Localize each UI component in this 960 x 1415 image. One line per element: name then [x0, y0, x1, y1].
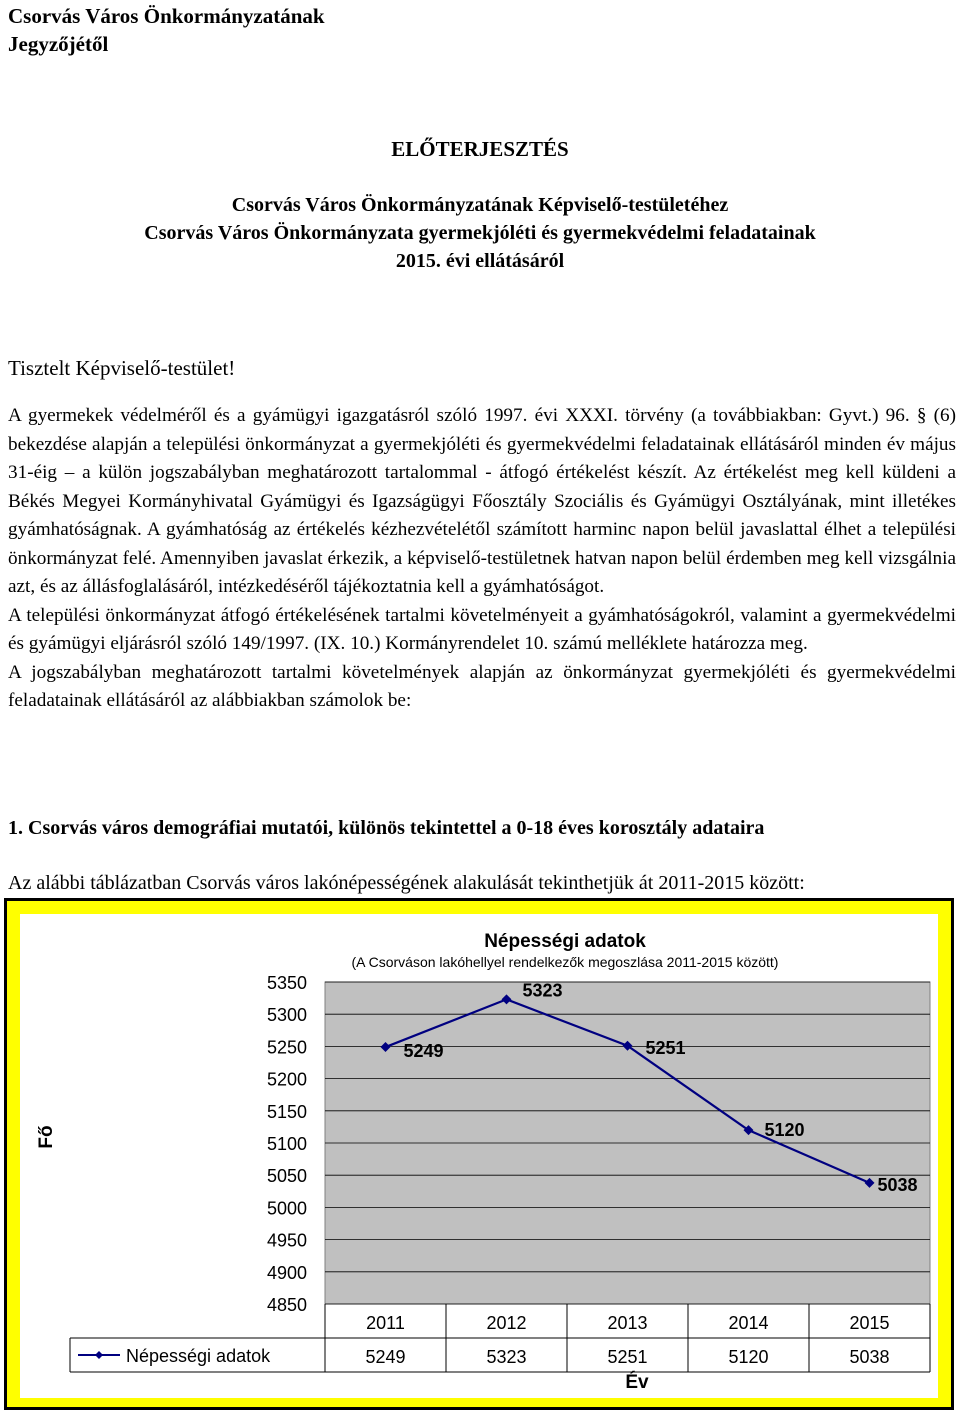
- x-tick-label: 2011: [366, 1313, 405, 1333]
- legend-label: Népességi adatok: [126, 1346, 271, 1366]
- paragraph-2: A települési önkormányzat átfogó értékelésének tartalmi követelményeit a gyámhatóságokról, valamint a gyermekvédelmi és gyámügyi eljárásról szóló 149/1997. (IX. 10.) Kormányrendelet 10. számú melléklete határozza meg.: [8, 604, 956, 654]
- y-tick-label: 4850: [266, 1295, 307, 1315]
- salutation: Tisztelt Képviselő-testület!: [8, 356, 236, 380]
- table-value: 5323: [486, 1347, 527, 1367]
- data-label: 5038: [877, 1174, 918, 1195]
- y-tick-label: 5350: [266, 973, 307, 993]
- paragraph-1: A gyermekek védelméről és a gyámügyi igazgatásról szóló 1997. évi XXXI. törvény (a továbbiakban: Gyvt.) 96. § (6) bekezdése alapján a települési önkormányzat a gyermekjóléti és gyermekvédelmi feladatainak ellátásáról minden év május 31-éig – a külön jogszabályban meghatározott tartalommal - átfogó értékelést készít. Az értékelést meg kell küldeni a Békés Megyei Kormányhivatal Gyámügyi és Igazságügyi Főosztály Szociális és Gyámügyi Osztályának, mint illetékes gyámhatóságnak. A gyámhatóság az értékelés kézhezvételétől számított harminc napon belül javaslattal élhet a települési önkormányzat felé. Amennyiben javaslat érkezik, a képviselő-testületnek hatvan napon belül érdemben meg kell vizsgálnia azt, és az állásfoglalásáról, intézkedéséről tájékoztatnia kell a gyámhatóságot.: [8, 405, 956, 597]
- y-tick-label: 5050: [266, 1166, 307, 1187]
- subtitle-line-3: 2015. évi ellátásáról: [395, 250, 565, 272]
- y-tick-label: 5100: [266, 1134, 307, 1154]
- table-value: 5120: [728, 1347, 769, 1367]
- chart-title: Népességi adatok: [484, 931, 646, 952]
- body-text: [8, 402, 956, 716]
- chart-frame: [4, 898, 954, 1410]
- data-label: 5323: [522, 980, 563, 1001]
- sender-line-1: Csorvás Város Önkormányzatának: [8, 4, 325, 28]
- table-value: 5038: [849, 1347, 890, 1367]
- population-chart: [20, 914, 938, 1398]
- sender-block: [8, 2, 325, 58]
- y-tick-label: 5150: [266, 1101, 307, 1122]
- table-value: 5251: [607, 1347, 648, 1367]
- sender-line-2: Jegyzőjétől: [8, 32, 109, 56]
- x-tick-label: 2012: [486, 1313, 527, 1333]
- y-axis-title: Fő: [36, 1125, 57, 1149]
- x-axis-title: Év: [625, 1372, 649, 1393]
- chart-area: [20, 914, 938, 1398]
- chart-subtitle: (A Csorváson lakóhellyel rendelkezők megoszlása 2011-2015 között): [351, 954, 779, 970]
- x-tick-label: 2014: [728, 1313, 769, 1333]
- subtitle-line-2: Csorvás Város Önkormányzata gyermekjóléti és gyermekvédelmi feladatainak: [144, 222, 816, 244]
- y-tick-label: 5250: [266, 1037, 307, 1058]
- x-tick-label: 2015: [849, 1313, 890, 1333]
- x-tick-label: 2013: [607, 1313, 648, 1333]
- legend-marker: [95, 1351, 103, 1359]
- subtitle-line-1: Csorvás Város Önkormányzatának Képviselő-testületéhez: [231, 194, 729, 216]
- y-tick-label: 5300: [266, 1005, 307, 1026]
- y-tick-label: 4950: [266, 1230, 307, 1251]
- y-tick-label: 4900: [266, 1262, 307, 1283]
- data-label: 5120: [764, 1120, 805, 1141]
- section-heading: 1. Csorvás város demográfiai mutatói, különös tekintettel a 0-18 éves korosztály adataira: [8, 817, 765, 839]
- document-title: ELŐTERJESZTÉS: [391, 137, 569, 161]
- y-tick-label: 5200: [266, 1069, 307, 1090]
- data-label: 5249: [403, 1041, 444, 1062]
- intro-text: Az alábbi táblázatban Csorvás város lakónépességének alakulását tekinthetjük át 2011-2015 között:: [8, 872, 805, 894]
- y-tick-label: 5000: [266, 1198, 307, 1219]
- data-label: 5251: [645, 1037, 686, 1058]
- paragraph-3: A jogszabályban meghatározott tartalmi követelmények alapján az önkormányzat gyermekjóléti és gyermekvédelmi feladatainak ellátásáról az alábbiakban számolok be:: [8, 661, 956, 711]
- table-value: 5249: [365, 1347, 406, 1367]
